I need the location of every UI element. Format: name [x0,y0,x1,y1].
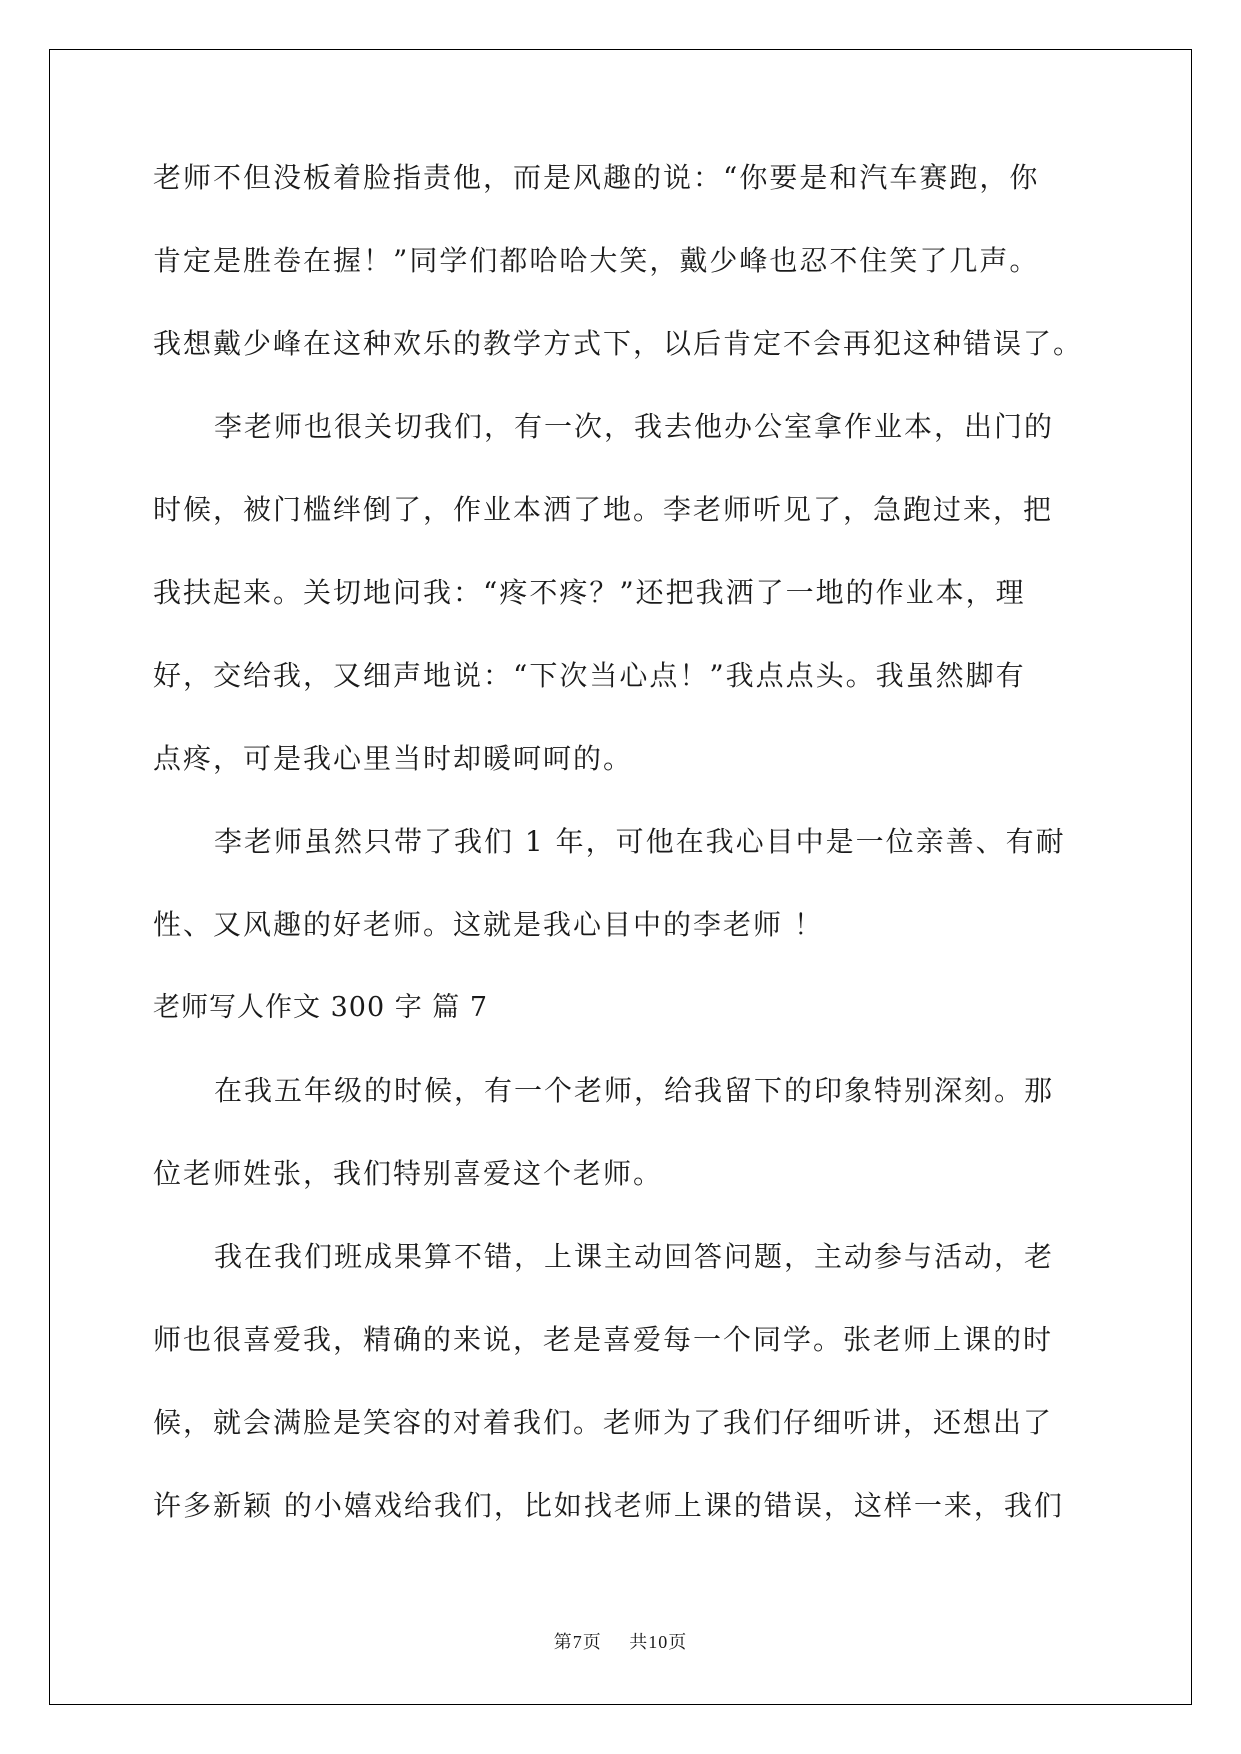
text-line: 性、又风趣的好老师。这就是我心目中的李老师 ！ [153,908,824,941]
text-line: 师也很喜爱我，精确的来说，老是喜爱每一个同学。张老师上课的时 [153,1323,1054,1356]
text-line: 许多新颖 的小嬉戏给我们，比如找老师上课的错误，这样一来，我们 [153,1489,1064,1522]
text-line: 我想戴少峰在这种欢乐的教学方式下，以后肯定不会再犯这种错误了。 [153,327,1084,360]
paragraph-start-line: 在我五年级的时候，有一个老师，给我留下的印象特别深刻。那 [214,1074,1055,1107]
page-total: 共10页 [629,1632,688,1652]
text-line: 我扶起来。关切地问我：“疼不疼？”还把我洒了一地的作业本，理 [153,576,1026,609]
text-line: 好，交给我，又细声地说：“下次当心点！”我点点头。我虽然脚有 [153,659,1026,692]
page-footer [0,1628,1241,1654]
paragraph-start-line: 我在我们班成果算不错，上课主动回答问题，主动参与活动，老 [214,1240,1055,1273]
text-line: 老师不但没板着脸指责他，而是风趣的说：“你要是和汽车赛跑，你 [153,161,1040,194]
document-body [153,160,1093,1571]
section-heading [153,990,1093,1073]
paragraph-start-line: 李老师也很关切我们，有一次，我去他办公室拿作业本，出门的 [214,410,1055,443]
paragraph-start-line: 李老师虽然只带了我们 1 年，可他在我心目中是一位亲善、有耐 [214,825,1066,858]
text-line: 位老师姓张，我们特别喜爱这个老师。 [153,1157,664,1190]
text-line: 候，就会满脸是笑容的对着我们。老师为了我们仔细听讲，还想出了 [153,1406,1054,1439]
section-heading-text: 老师写人作文 300 字 篇 7 [153,992,489,1023]
text-line: 点疼，可是我心里当时却暖呵呵的。 [153,742,634,775]
page-number: 第7页 [553,1632,602,1652]
text-line: 时候，被门槛绊倒了，作业本洒了地。李老师听见了，急跑过来，把 [153,493,1054,526]
text-line: 肯定是胜卷在握！”同学们都哈哈大笑，戴少峰也忍不住笑了几声。 [153,244,1040,277]
